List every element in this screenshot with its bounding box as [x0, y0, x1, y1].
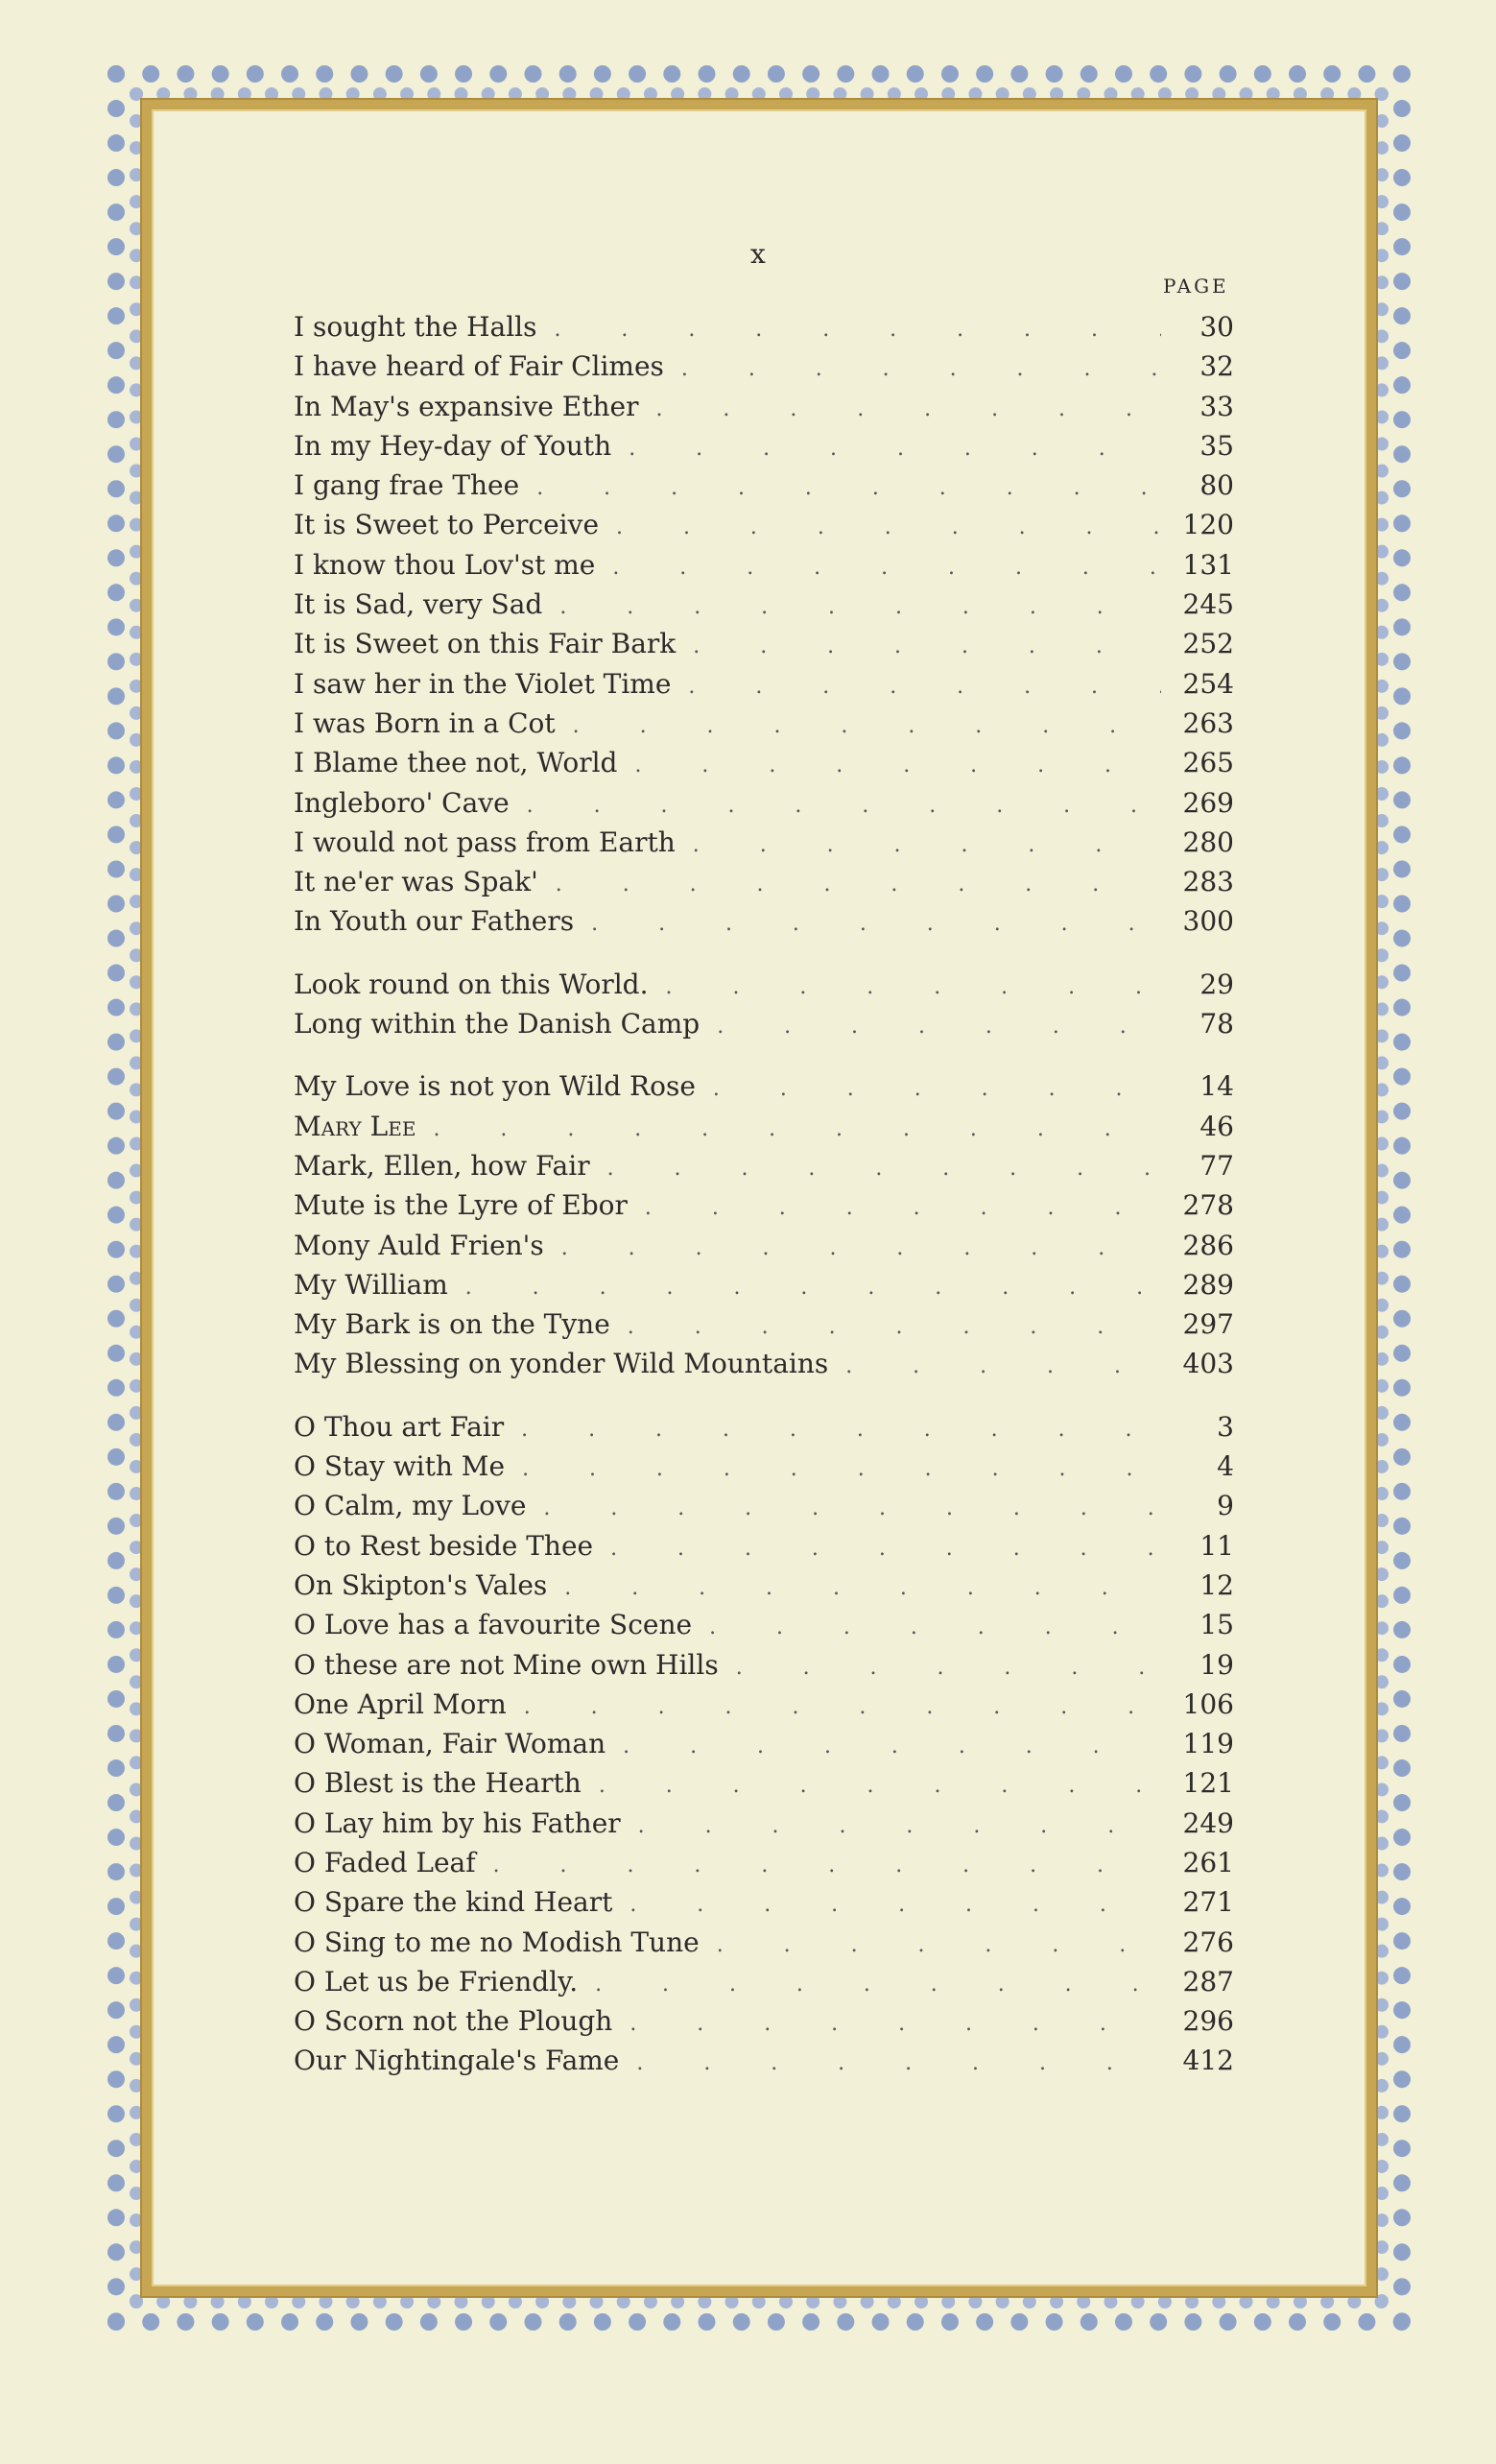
entry-title: O Blest is the Hearth — [294, 1767, 582, 1800]
leader-dots — [649, 968, 1161, 1007]
leader-dots — [590, 1149, 1161, 1188]
entry-title: On Skipton's Vales — [294, 1568, 548, 1601]
index-entry — [294, 1605, 1234, 1644]
entry-page-number: 4 — [1217, 1450, 1234, 1483]
entry-title: I have heard of Fair Climes — [294, 350, 664, 383]
entry-title: In Youth our Fathers — [294, 905, 575, 938]
index-entry — [294, 1804, 1234, 1843]
index-entry — [294, 2041, 1234, 2080]
index-entry — [294, 1962, 1234, 2001]
index-entry — [294, 387, 1234, 426]
entry-title: My William — [294, 1268, 448, 1301]
index-entry — [294, 1344, 1234, 1383]
entry-page-number: 131 — [1182, 548, 1234, 581]
leader-dots — [574, 904, 1161, 944]
entry-page-number: 271 — [1182, 1886, 1234, 1919]
entry-page-number: 296 — [1182, 2005, 1234, 2038]
leader-dots — [519, 468, 1161, 508]
entry-title: It is Sweet to Perceive — [294, 509, 600, 541]
entry-page-number: 32 — [1199, 350, 1234, 383]
index-entry — [294, 1645, 1234, 1685]
entry-page-number: 283 — [1182, 866, 1234, 898]
index-entry — [294, 1066, 1234, 1106]
leader-dots — [547, 1568, 1161, 1608]
entry-title: Ingleboro' Cave — [294, 786, 510, 819]
entry-page-number: 412 — [1182, 2045, 1234, 2077]
entry-title: O to Rest beside Thee — [294, 1529, 594, 1562]
leader-dots — [719, 1648, 1161, 1687]
entry-title: One April Morn — [294, 1687, 507, 1720]
index-entry — [294, 545, 1234, 585]
entry-page-number: 80 — [1199, 469, 1234, 502]
index-entry — [294, 1526, 1234, 1566]
index-entry — [294, 1843, 1234, 1882]
leader-dots — [505, 1449, 1161, 1489]
entry-page-number: 46 — [1199, 1110, 1234, 1142]
entry-title: My Blessing on yonder Wild Mountains — [294, 1348, 829, 1380]
entry-title: It ne'er was Spak' — [294, 866, 538, 898]
entry-title: I was Born in a Cot — [294, 706, 556, 739]
entry-title: O Let us be Friendly. — [294, 1965, 579, 1998]
entry-title: Look round on this World. — [294, 968, 649, 1000]
entry-page-number: 254 — [1182, 667, 1234, 700]
index-entry — [294, 1265, 1234, 1304]
leader-dots — [612, 1885, 1161, 1925]
entry-title: Mony Auld Frien's — [294, 1229, 544, 1261]
index-group — [294, 1066, 1234, 1383]
leader-dots — [538, 865, 1161, 904]
index-entry — [294, 704, 1234, 743]
entry-page-number: 15 — [1199, 1609, 1234, 1641]
entry-page-number: 265 — [1182, 747, 1234, 779]
leader-dots — [617, 746, 1161, 785]
entry-title: Our Nightingale's Fame — [294, 2045, 620, 2077]
entry-page-number: 77 — [1199, 1149, 1234, 1182]
index-entry — [294, 426, 1234, 466]
entry-title: I Blame thee not, World — [294, 747, 618, 779]
leader-dots — [476, 1846, 1161, 1885]
index-entry — [294, 965, 1234, 1004]
entry-page-number: 297 — [1182, 1308, 1234, 1341]
entry-title: O Woman, Fair Woman — [294, 1728, 606, 1760]
entry-page-number: 119 — [1182, 1728, 1234, 1760]
index-entry — [294, 783, 1234, 823]
index-entry — [294, 1447, 1234, 1486]
entry-title: I know thou Lov'st me — [294, 548, 596, 581]
leader-dots — [638, 390, 1161, 429]
leader-dots — [504, 1410, 1161, 1449]
entry-title: O Calm, my Love — [294, 1490, 527, 1522]
entry-title: O Spare the kind Heart — [294, 1886, 613, 1919]
entry-title: It is Sweet on this Fair Bark — [294, 628, 677, 660]
leader-dots — [606, 1727, 1161, 1766]
entry-page-number: 286 — [1182, 1229, 1234, 1261]
entry-title: Long within the Danish Camp — [294, 1008, 701, 1041]
entry-title: My Bark is on the Tyne — [294, 1308, 610, 1341]
leader-dots — [595, 548, 1161, 587]
leader-dots — [676, 627, 1161, 666]
index-entry — [294, 1304, 1234, 1344]
index-entry — [294, 1146, 1234, 1185]
entry-page-number: 29 — [1199, 968, 1234, 1000]
entry-page-number: 14 — [1199, 1070, 1234, 1103]
index-entry — [294, 664, 1234, 704]
leader-dots — [416, 1110, 1161, 1149]
entry-page-number: 245 — [1182, 588, 1234, 621]
leader-dots — [612, 2004, 1161, 2044]
entry-page-number: 403 — [1182, 1348, 1234, 1380]
entry-page-number: 121 — [1182, 1767, 1234, 1800]
leader-dots — [619, 2044, 1161, 2083]
entry-title: O Sing to me no Modish Tune — [294, 1926, 700, 1958]
leader-dots — [621, 1806, 1161, 1846]
index-group — [294, 307, 1234, 942]
leader-dots — [599, 508, 1161, 547]
entry-title: O Thou art Fair — [294, 1410, 505, 1443]
entry-title: I sought the Halls — [294, 311, 537, 343]
index-entry — [294, 1486, 1234, 1525]
index-group — [294, 965, 1234, 1044]
leader-dots — [507, 1687, 1161, 1727]
leader-dots — [536, 310, 1161, 349]
leader-dots — [593, 1529, 1161, 1568]
index-group — [294, 1407, 1234, 2081]
entry-title: I gang frae Thee — [294, 469, 520, 502]
index-entry — [294, 466, 1234, 505]
entry-title: Mark, Ellen, how Fair — [294, 1149, 590, 1182]
index-entry — [294, 1107, 1234, 1146]
index-entry — [294, 1763, 1234, 1803]
entry-page-number: 252 — [1182, 628, 1234, 660]
entry-page-number: 106 — [1182, 1687, 1234, 1720]
entry-title: It is Sad, very Sad — [294, 588, 543, 621]
index-entry — [294, 743, 1234, 782]
index-entry — [294, 2001, 1234, 2041]
index-entry — [294, 1407, 1234, 1447]
entry-title: I saw her in the Violet Time — [294, 667, 672, 700]
index-entry — [294, 1923, 1234, 1962]
index-entry — [294, 347, 1234, 386]
entry-title: O these are not Mine own Hills — [294, 1648, 719, 1681]
entry-page-number: 120 — [1182, 509, 1234, 541]
entry-page-number: 276 — [1182, 1926, 1234, 1958]
index-entry — [294, 1724, 1234, 1763]
index-entry — [294, 585, 1234, 624]
leader-dots — [676, 825, 1161, 865]
index-entry — [294, 505, 1234, 544]
index-entry — [294, 1226, 1234, 1265]
entry-page-number: 300 — [1182, 905, 1234, 938]
leader-dots — [556, 706, 1161, 746]
index-entry — [294, 624, 1234, 663]
entry-page-number: 3 — [1217, 1410, 1234, 1443]
leader-dots — [510, 786, 1161, 825]
entry-title: O Scorn not the Plough — [294, 2005, 613, 2038]
index-entry — [294, 1185, 1234, 1225]
index-entry — [294, 307, 1234, 347]
entry-page-number: 249 — [1182, 1806, 1234, 1839]
leader-dots — [611, 429, 1161, 468]
entry-title: Mute is the Lyre of Ebor — [294, 1189, 628, 1222]
entry-page-number: 11 — [1199, 1529, 1234, 1562]
entry-title: In May's expansive Ether — [294, 390, 639, 422]
leader-dots — [526, 1489, 1161, 1528]
entry-page-number: 19 — [1199, 1648, 1234, 1681]
page-number: x — [750, 238, 768, 270]
leader-dots — [664, 349, 1161, 389]
leader-dots — [582, 1766, 1161, 1806]
entry-page-number: 269 — [1182, 786, 1234, 819]
entry-title: In my Hey-day of Youth — [294, 429, 612, 462]
index-entries — [294, 307, 1234, 2104]
leader-dots — [692, 1608, 1161, 1647]
entry-page-number: 12 — [1199, 1568, 1234, 1601]
entry-title: O Love has a favourite Scene — [294, 1609, 693, 1641]
index-entry — [294, 862, 1234, 901]
leader-dots — [700, 1926, 1161, 1965]
leader-dots — [828, 1347, 1161, 1386]
leader-dots — [696, 1069, 1161, 1109]
index-entry — [294, 1004, 1234, 1043]
entry-page-number: 278 — [1182, 1189, 1234, 1222]
entry-title: O Faded Leaf — [294, 1846, 476, 1878]
entry-page-number: 280 — [1182, 825, 1234, 858]
entry-page-number: 33 — [1199, 390, 1234, 422]
leader-dots — [578, 1965, 1161, 2004]
index-entry — [294, 823, 1234, 862]
entry-title: My Love is not yon Wild Rose — [294, 1070, 696, 1103]
index-entry — [294, 1685, 1234, 1724]
entry-page-number: 261 — [1182, 1846, 1234, 1878]
entry-title: I would not pass from Earth — [294, 825, 676, 858]
leader-dots — [610, 1307, 1161, 1347]
entry-page-number: 9 — [1217, 1490, 1234, 1522]
index-entry — [294, 1882, 1234, 1922]
entry-title: O Stay with Me — [294, 1450, 506, 1483]
index-entry — [294, 901, 1234, 941]
leader-dots — [671, 667, 1161, 706]
leader-dots — [542, 587, 1161, 627]
entry-page-number: 263 — [1182, 706, 1234, 739]
entry-page-number: 289 — [1182, 1268, 1234, 1301]
entry-title: Mary Lee — [294, 1110, 416, 1142]
leader-dots — [628, 1188, 1161, 1228]
leader-dots — [544, 1229, 1161, 1268]
entry-page-number: 287 — [1182, 1965, 1234, 1998]
page-column-header: PAGE — [1163, 275, 1229, 298]
entry-title: O Lay him by his Father — [294, 1806, 621, 1839]
entry-page-number: 30 — [1199, 311, 1234, 343]
entry-page-number: 78 — [1199, 1008, 1234, 1041]
leader-dots — [700, 1007, 1161, 1046]
leader-dots — [448, 1268, 1161, 1307]
index-entry — [294, 1566, 1234, 1605]
entry-page-number: 35 — [1199, 429, 1234, 462]
